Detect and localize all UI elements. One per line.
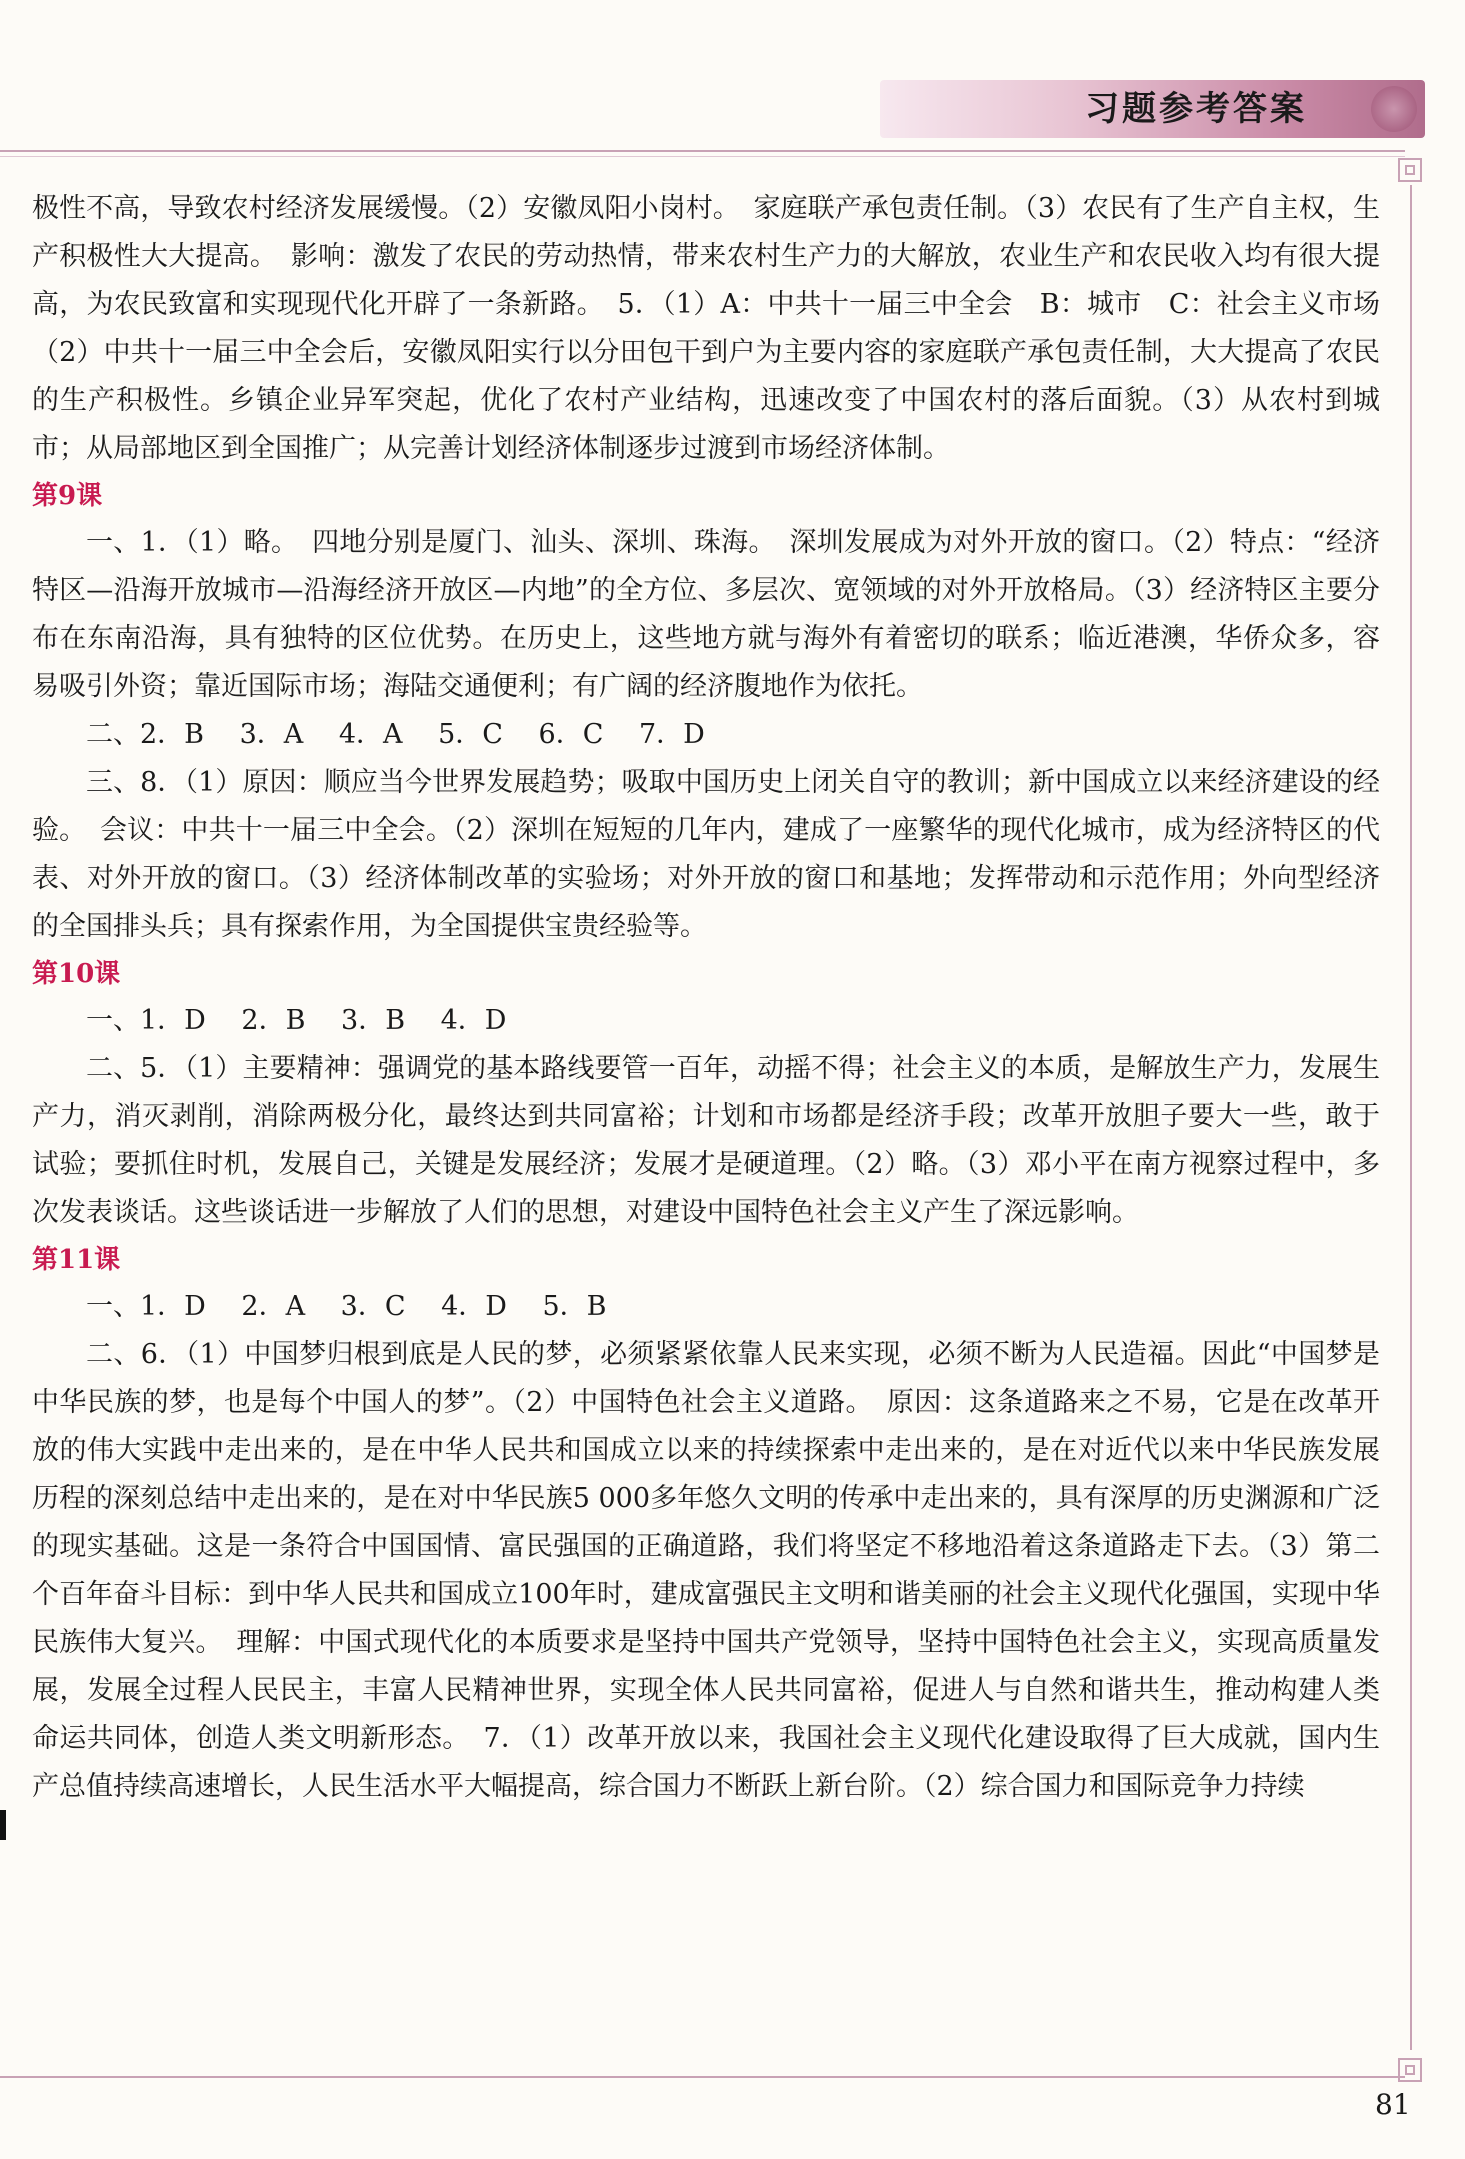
answer-paragraph: 一、1．（1）略。 四地分别是厦门、汕头、深圳、珠海。 深圳发展成为对外开放的窗口。（2）特点：“经济特区—沿海开放城市—沿海经济开放区—内地”的全方位、多层次、宽领域的对外开放格局。（3）经济特区主要分布在东南沿海，具有独特的区位优势。在历史上，这些地方就与海外有着密切的联系；临近港澳，华侨众多，容易吸引外资；靠近国际市场；海陆交通便利；有广阔的经济腹地作为依托。 [32,527,1380,702]
answer-paragraph: 二、6．（1）中国梦归根到底是人民的梦，必须紧紧依靠人民来实现，必须不断为人民造福。因此“中国梦是中华民族的梦，也是每个中国人的梦”。（2）中国特色社会主义道路。 原因：这条道路来之不易，它是在改革开放的伟大实践中走出来的，是在中华人民共和国成立以来的持续探索中走出来的，是在对近代以来中华民族发展历程的深刻总结中走出来的，是在对中华民族5 000多年悠久文明的传承中走出来的，具有深厚的历史渊源和广泛的现实基础。这是一条符合中国国情、富民强国的正确道路，我们将坚定不移地沿着这条道路走下去。（3）第二个百年奋斗目标：到中华人民共和国成立100年时，建成富强民主文明和谐美丽的社会主义现代化强国，实现中华民族伟大复兴。 理解：中国式现代化的本质要求是坚持中国共产党领导，坚持中国特色社会主义，实现高质量发展，发展全过程人民民主，丰富人民精神世界，实现全体人民共同富裕，促进人与自然和谐共生，推动构建人类命运共同体，创造人类文明新形态。 7．（1）改革开放以来，我国社会主义现代化建设取得了巨大成就，国内生产总值持续高速增长，人民生活水平大幅提高，综合国力不断跃上新台阶。（2）综合国力和国际竞争力持续 [32,1339,1380,1802]
answer-paragraph: 一、1．D 2．B 3．B 4．D [86,1005,507,1036]
header-title: 习题参考答案 [1085,89,1307,129]
lesson-heading: 第11课 [32,1245,121,1275]
answer-paragraph: 二、2．B 3．A 4．A 5．C 6．C 7．D [86,719,705,750]
frame-bottom-line [0,2076,1405,2078]
lesson-heading: 第10课 [32,959,121,989]
frame-corner-ornament [1398,2058,1422,2082]
frame-top-line-inner [0,156,1405,157]
edge-mark [0,1810,6,1840]
answer-paragraph: 一、1．D 2．A 3．C 4．D 5．B [86,1291,607,1322]
answer-paragraph: 极性不高，导致农村经济发展缓慢。（2）安徽凤阳小岗村。 家庭联产承包责任制。（3）农民有了生产自主权，生产积极性大大提高。 影响：激发了农民的劳动热情，带来农村生产力的大解放，农业生产和农民收入均有很大提高，为农民致富和实现现代化开辟了一条新路。 5．（1）A：中共十一届三中全会 B：城市 C：社会主义市场（2）中共十一届三中全会后，安徽凤阳实行以分田包干到户为主要内容的家庭联产承包责任制，大大提高了农民的生产积极性。乡镇企业异军突起，优化了农村产业结构，迅速改变了中国农村的落后面貌。（3）从农村到城市；从局部地区到全国推广；从完善计划经济体制逐步过渡到市场经济体制。 [32,193,1380,464]
page-number: 81 [1375,2088,1411,2121]
frame-right-line [1410,185,1412,2050]
answer-content [32,185,1380,1811]
frame-top-line [0,150,1405,152]
frame-corner-ornament [1398,158,1422,182]
answer-paragraph: 三、8．（1）原因：顺应当今世界发展趋势；吸取中国历史上闭关自守的教训；新中国成立以来经济建设的经验。 会议：中共十一届三中全会。（2）深圳在短短的几年内，建成了一座繁华的现代化城市，成为经济特区的代表、对外开放的窗口。（3）经济体制改革的实验场；对外开放的窗口和基地；发挥带动和示范作用；外向型经济的全国排头兵；具有探索作用，为全国提供宝贵经验等。 [32,767,1380,942]
lesson-heading: 第9课 [32,481,103,511]
answer-paragraph: 二、5．（1）主要精神：强调党的基本路线要管一百年，动摇不得；社会主义的本质，是解放生产力，发展生产力，消灭剥削，消除两极分化，最终达到共同富裕；计划和市场都是经济手段；改革开放胆子要大一些，敢于试验；要抓住时机，发展自己，关键是发展经济；发展才是硬道理。（2）略。（3）邓小平在南方视察过程中，多次发表谈话。这些谈话进一步解放了人们的思想，对建设中国特色社会主义产生了深远影响。 [32,1053,1380,1228]
